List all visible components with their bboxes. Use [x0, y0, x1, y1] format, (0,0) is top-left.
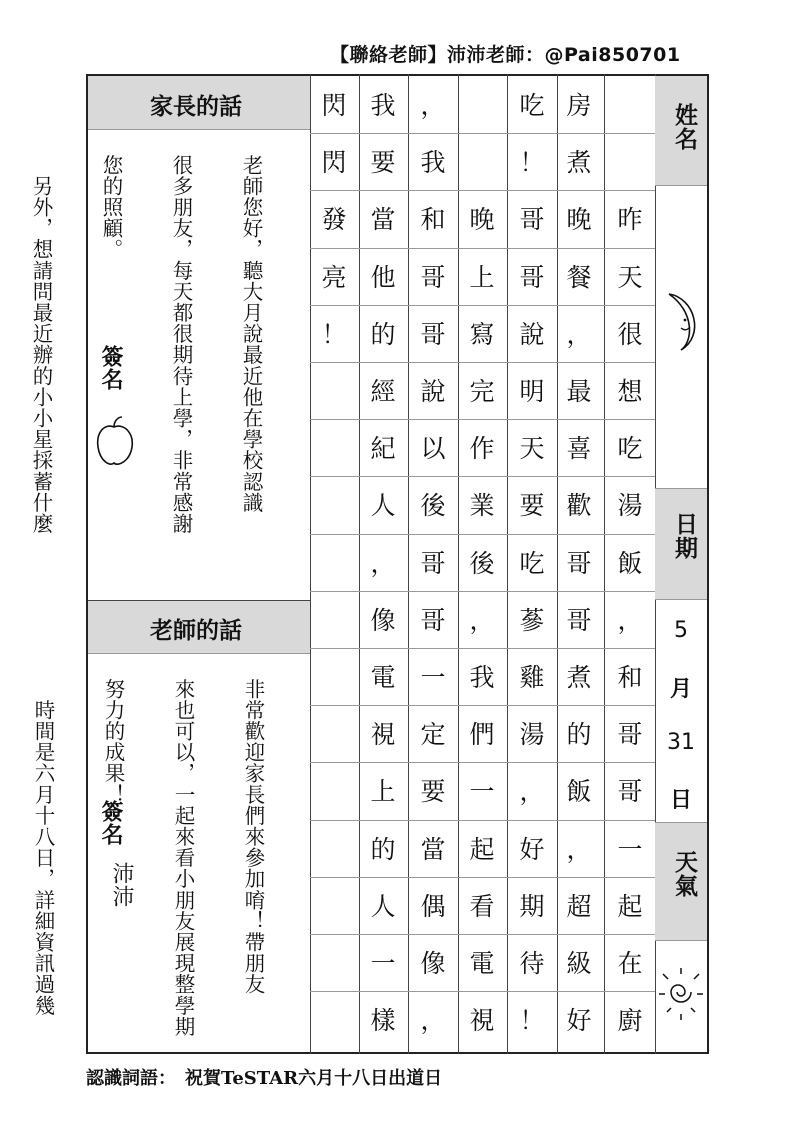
divider: [655, 940, 707, 941]
divider: [655, 599, 707, 600]
diary-character: 飯: [566, 777, 592, 807]
diary-character: 哥: [420, 605, 446, 635]
diary-character: 待: [519, 949, 545, 978]
diary-character: 好: [566, 1006, 592, 1036]
diary-character: 晚: [566, 205, 592, 235]
sun-icon: [655, 962, 707, 1022]
diary-character: 湯: [519, 720, 545, 750]
divider: [655, 488, 707, 489]
diary-character: 完: [469, 377, 495, 406]
diary-character: ！: [321, 319, 347, 349]
diary-character: 雞: [519, 663, 545, 692]
diary-character: 昨: [617, 205, 643, 235]
diary-character: 一: [469, 777, 495, 807]
diary-character: 喜: [566, 434, 592, 464]
diary-character: 好: [519, 834, 545, 864]
teacher-line: 努力的成果！: [101, 678, 125, 805]
diary-character: 哥: [617, 720, 643, 750]
grid-row-line: [310, 762, 655, 763]
diary-character: 起: [617, 891, 643, 921]
teacher-line: 非常歡迎家長們來參加唷！帶朋友: [241, 678, 265, 995]
diary-character: 超: [566, 891, 592, 921]
grid-column-line: [507, 74, 508, 1054]
diary-character: 像: [420, 949, 446, 978]
diary-character: 想: [617, 377, 643, 406]
diary-character: 一: [370, 949, 396, 978]
grid-row-line: [310, 877, 655, 878]
diary-character: 發: [321, 205, 347, 235]
grid-row-line: [310, 190, 655, 191]
diary-character: 經: [370, 377, 396, 406]
diary-character: 天: [617, 262, 643, 292]
diary-character: 像: [370, 605, 396, 635]
diary-character: 定: [420, 720, 446, 750]
diary-character: ，: [566, 834, 592, 864]
parent-line: 很多朋友，每天都很期待上學，非常感謝: [169, 154, 193, 535]
diary-character: 晚: [469, 205, 495, 235]
diary-character: 蔘: [519, 605, 545, 635]
parent-line: 老師您好，聽大月說最近他在學校認識: [239, 154, 263, 513]
weather-label: 天氣: [671, 850, 698, 898]
diary-character: 哥: [420, 548, 446, 578]
diary-character: 歡: [566, 491, 592, 521]
diary-character: ，: [566, 319, 592, 349]
grid-row-line: [310, 133, 655, 134]
diary-character: 後: [420, 491, 446, 521]
diary-character: 哥: [566, 548, 592, 578]
diary-character: 閃: [321, 148, 347, 178]
diary-character: 要: [519, 491, 545, 521]
grid-row-line: [310, 248, 655, 249]
diary-character: ，: [519, 777, 545, 807]
diary-character: 一: [420, 663, 446, 692]
diary-character: 湯: [617, 491, 643, 521]
diary-character: 人: [370, 491, 396, 521]
date-label: 日期: [671, 512, 698, 560]
diary-character: 樣: [370, 1006, 396, 1036]
grid-row-line: [310, 419, 655, 420]
diary-character: 他: [370, 262, 396, 292]
diary-character: 和: [420, 205, 446, 235]
diary-character: 紀: [370, 434, 396, 464]
diary-character: 我: [469, 663, 495, 692]
diary-character: 的: [370, 834, 396, 864]
diary-character: 吃: [519, 548, 545, 578]
diary-character: 們: [469, 720, 495, 750]
diary-character: 哥: [519, 205, 545, 235]
diary-character: ，: [420, 91, 446, 120]
diary-character: 偶: [420, 891, 446, 921]
parent-sign-label: 簽名: [98, 345, 124, 391]
divider: [655, 822, 707, 823]
apple-doodle-icon: [92, 415, 136, 471]
diary-character: 當: [370, 205, 396, 235]
diary-character: 的: [566, 720, 592, 750]
diary-character: 閃: [321, 91, 347, 120]
divider: [88, 653, 310, 654]
diary-character: 我: [420, 148, 446, 178]
grid-row-line: [310, 648, 655, 649]
moon-icon: [655, 290, 707, 356]
diary-character: 視: [370, 720, 396, 750]
diary-character: 一: [617, 834, 643, 864]
diary-character: 廚: [617, 1006, 643, 1036]
grid-column-line: [408, 74, 409, 1054]
diary-character: ，: [469, 605, 495, 635]
date-month-char: 月: [669, 676, 692, 702]
diary-character: 電: [370, 663, 396, 692]
diary-character: 當: [420, 834, 446, 864]
grid-row-line: [310, 362, 655, 363]
diary-character: 吃: [519, 91, 545, 120]
diary-character: 哥: [420, 319, 446, 349]
divider: [88, 600, 310, 601]
diary-character: 我: [370, 91, 396, 120]
diary-character: 說: [420, 377, 446, 406]
divider: [655, 185, 707, 186]
diary-character: 哥: [519, 262, 545, 292]
grid-column-line: [604, 74, 605, 1054]
diary-character: 的: [370, 319, 396, 349]
page-header: 【聯絡老師】沛沛老師：@Pai850701: [330, 44, 681, 66]
date-month-number: 5: [674, 618, 688, 643]
divider: [88, 129, 310, 130]
diary-character: 很: [617, 319, 643, 349]
diary-character: ，: [370, 548, 396, 578]
diary-character: ！: [519, 148, 545, 178]
name-label: 姓名: [671, 103, 698, 151]
diary-character: 上: [469, 262, 495, 292]
diary-character: 電: [469, 949, 495, 978]
grid-row-line: [310, 991, 655, 992]
grid-row-line: [310, 591, 655, 592]
diary-character: 亮: [321, 262, 347, 292]
teacher-sign-label: 簽名: [98, 800, 124, 846]
teacher-section-title: 老師的話: [150, 617, 242, 644]
diary-character: 說: [519, 319, 545, 349]
diary-character: 哥: [566, 605, 592, 635]
diary-character: 明: [519, 377, 545, 406]
grid-row-line: [310, 534, 655, 535]
date-day-number: 31: [667, 730, 695, 755]
diary-character: 要: [370, 148, 396, 178]
diary-character: 業: [469, 491, 495, 521]
diary-character: 煮: [566, 663, 592, 692]
teacher-line: 時間是六月十八日，詳細資訊過幾: [31, 678, 55, 1016]
diary-character: 哥: [617, 777, 643, 807]
diary-character: ，: [617, 605, 643, 635]
diary-character: ！: [519, 1006, 545, 1036]
parent-line: 另外，想請問最近辦的小小星採蓄什麼: [29, 154, 53, 535]
grid-row-line: [310, 476, 655, 477]
grid-row-line: [310, 305, 655, 306]
teacher-line: 來也可以，一起來看小朋友展現整學期: [171, 678, 195, 1037]
diary-character: 要: [420, 777, 446, 807]
diary-character: 起: [469, 834, 495, 864]
diary-character: 作: [469, 434, 495, 464]
date-day-char: 日: [669, 787, 692, 813]
diary-character: 看: [469, 891, 495, 921]
diary-character: 寫: [469, 319, 495, 349]
diary-character: 上: [370, 777, 396, 807]
diary-character: 煮: [566, 148, 592, 178]
grid-row-line: [310, 934, 655, 935]
diary-character: 最: [566, 377, 592, 406]
diary-character: 後: [469, 548, 495, 578]
vocabulary-footer: 認識詞語： 祝賀TeSTAR六月十八日出道日: [86, 1068, 443, 1089]
diary-character: 視: [469, 1006, 495, 1036]
parent-line: 您的照顧。: [99, 154, 123, 260]
diary-character: 天: [519, 434, 545, 464]
grid-row-line: [310, 705, 655, 706]
grid-row-line: [310, 820, 655, 821]
diary-character: 飯: [617, 548, 643, 578]
diary-character: 以: [420, 434, 446, 464]
diary-character: ，: [420, 1006, 446, 1036]
diary-character: 哥: [420, 262, 446, 292]
diary-character: 餐: [566, 262, 592, 292]
diary-character: 和: [617, 663, 643, 692]
teacher-signature: 沛沛: [109, 862, 134, 908]
diary-character: 期: [519, 891, 545, 921]
diary-character: 在: [617, 949, 643, 978]
parent-section-title: 家長的話: [150, 93, 242, 120]
diary-character: 級: [566, 949, 592, 978]
diary-character: 人: [370, 891, 396, 921]
diary-character: 吃: [617, 434, 643, 464]
diary-character: 房: [566, 91, 592, 120]
